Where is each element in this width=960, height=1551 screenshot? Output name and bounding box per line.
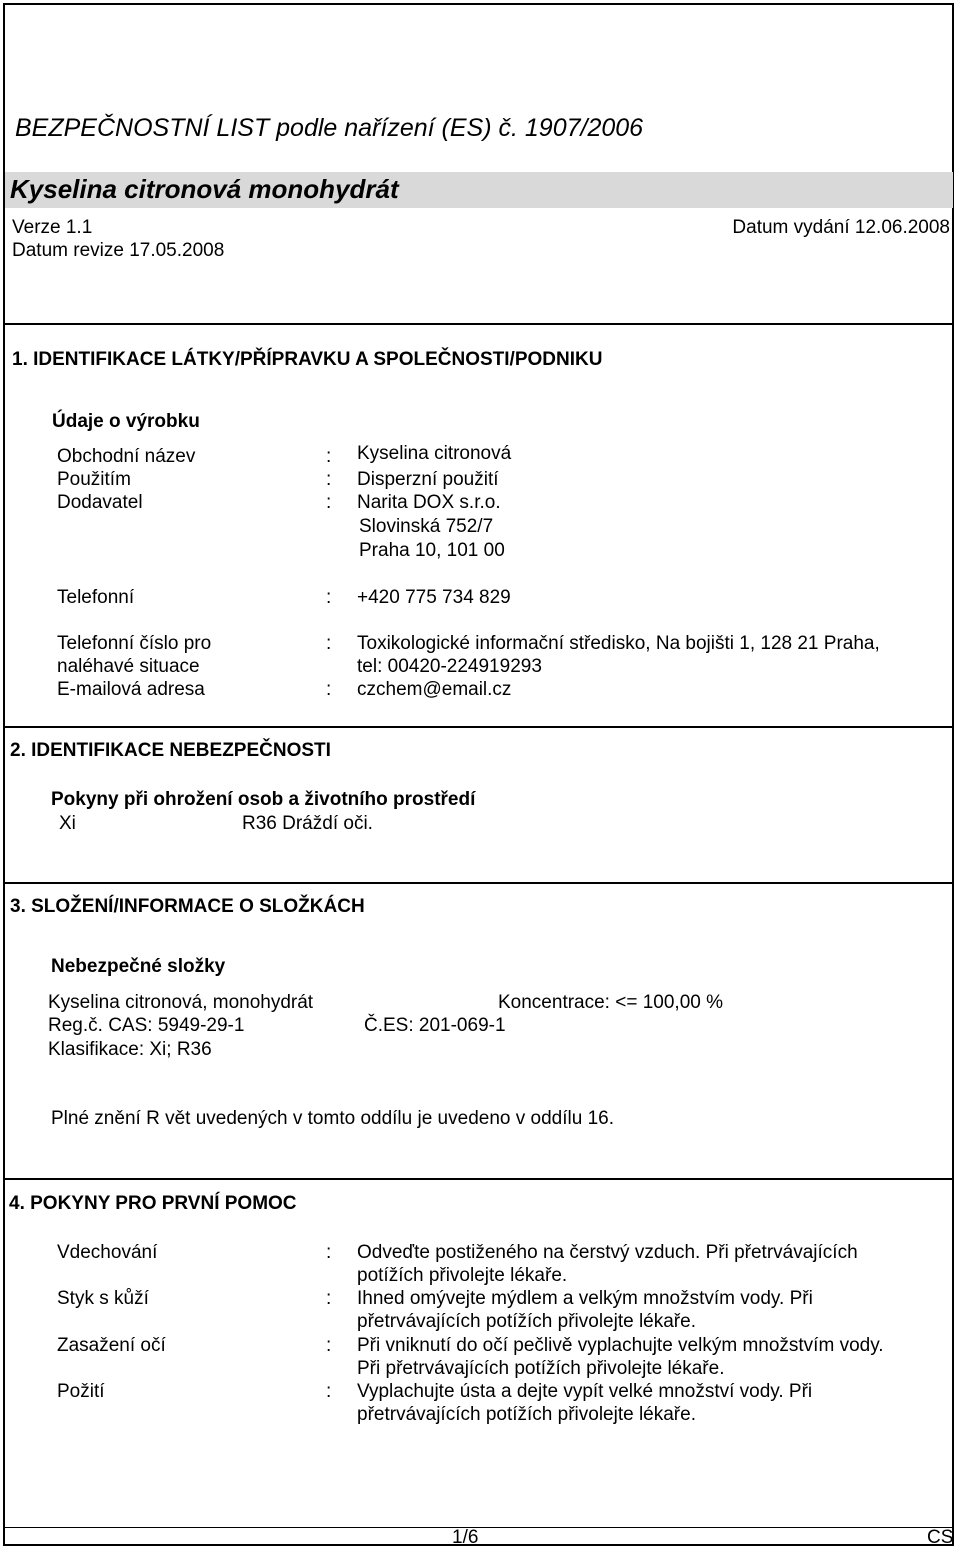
- section-3-title: 3. SLOŽENÍ/INFORMACE O SLOŽKÁCH: [10, 896, 365, 917]
- first-aid-label-ingestion: Požití: [57, 1381, 105, 1402]
- email-label: E-mailová adresa: [57, 679, 205, 700]
- issue-date: Datum vydání 12.06.2008: [732, 217, 950, 238]
- first-aid-text-line1: Při vniknutí do očí pečlivě vyplachujte velkým množstvím vody.: [357, 1335, 884, 1356]
- revision-date: Datum revize 17.05.2008: [12, 240, 225, 261]
- version: Verze 1.1: [12, 217, 93, 238]
- first-aid-text-line2: potížích přivolejte lékaře.: [357, 1265, 568, 1286]
- page-number: 1/6: [452, 1527, 479, 1548]
- colon: :: [326, 679, 332, 700]
- section-divider: [5, 882, 953, 884]
- trade-name-value: Kyselina citronová: [357, 443, 512, 464]
- supplier-city: Praha 10, 101 00: [359, 540, 505, 561]
- trade-name-label: Obchodní název: [57, 446, 196, 467]
- component-name: Kyselina citronová, monohydrát: [48, 992, 314, 1013]
- product-name: Kyselina citronová monohydrát: [10, 174, 399, 204]
- colon: :: [326, 492, 332, 513]
- es-number: Č.ES: 201-069-1: [364, 1015, 506, 1036]
- hazard-symbol: Xi: [59, 813, 76, 834]
- emergency-value-line1: Toxikologické informační středisko, Na bojišti 1, 128 21 Praha,: [357, 633, 880, 654]
- supplier-label: Dodavatel: [57, 492, 143, 513]
- section-2-title: 2. IDENTIFIKACE NEBEZPEČNOSTI: [10, 740, 331, 761]
- first-aid-text-line1: Vyplachujte ústa a dejte vypít velké množství vody. Při: [357, 1381, 813, 1402]
- risk-phrase: R36 Dráždí oči.: [242, 813, 373, 834]
- footer-divider: [5, 1527, 953, 1528]
- colon: :: [326, 1288, 332, 1309]
- use-label: Použitím: [57, 469, 131, 490]
- colon: :: [326, 633, 332, 654]
- first-aid-label-skin: Styk s kůží: [57, 1288, 149, 1309]
- use-value: Disperzní použití: [357, 469, 499, 490]
- section-1-title: 1. IDENTIFIKACE LÁTKY/PŘÍPRAVKU A SPOLEČNOSTI/PODNIKU: [12, 349, 603, 370]
- colon: :: [326, 1335, 332, 1356]
- product-info-subtitle: Údaje o výrobku: [52, 411, 200, 432]
- first-aid-text-line2: Při přetrvávajících potížích přivolejte lékaře.: [357, 1358, 725, 1379]
- first-aid-text-line2: přetrvávajících potížích přivolejte lékaře.: [357, 1404, 696, 1425]
- section-divider: [5, 726, 953, 728]
- cas-number: Reg.č. CAS: 5949-29-1: [48, 1015, 245, 1036]
- colon: :: [326, 1381, 332, 1402]
- first-aid-text-line1: Ihned omývejte mýdlem a velkým množstvím vody. Při: [357, 1288, 813, 1309]
- language-code: CS: [927, 1527, 954, 1548]
- supplier-street: Slovinská 752/7: [359, 516, 494, 537]
- colon: :: [326, 469, 332, 490]
- r-phrases-note: Plné znění R vět uvedených v tomto oddílu je uvedeno v oddílu 16.: [51, 1108, 614, 1129]
- emergency-label-line2: naléhavé situace: [57, 656, 200, 677]
- emergency-label-line1: Telefonní číslo pro: [57, 633, 212, 654]
- hazardous-components-subtitle: Nebezpečné složky: [51, 956, 226, 977]
- first-aid-text-line2: přetrvávajících potížích přivolejte lékaře.: [357, 1311, 696, 1332]
- section-divider: [5, 323, 953, 325]
- first-aid-text-line1: Odveďte postiženého na čerstvý vzduch. Při přetrvávajících: [357, 1242, 858, 1263]
- email-value: czchem@email.cz: [357, 679, 512, 700]
- colon: :: [326, 1242, 332, 1263]
- phone-value: +420 775 734 829: [357, 587, 511, 608]
- section-divider: [5, 1178, 953, 1180]
- emergency-value-line2: tel: 00420-224919293: [357, 656, 542, 677]
- document-title: BEZPEČNOSTNÍ LIST podle nařízení (ES) č. 1907/2006: [15, 114, 644, 142]
- first-aid-label-eyes: Zasažení očí: [57, 1335, 166, 1356]
- section-4-title: 4. POKYNY PRO PRVNÍ POMOC: [9, 1193, 297, 1214]
- hazard-instructions-subtitle: Pokyny při ohrožení osob a životního prostředí: [51, 789, 476, 810]
- supplier-name: Narita DOX s.r.o.: [357, 492, 501, 513]
- colon: :: [326, 446, 332, 467]
- classification: Klasifikace: Xi; R36: [48, 1039, 212, 1060]
- first-aid-label-inhalation: Vdechování: [57, 1242, 158, 1263]
- concentration: Koncentrace: <= 100,00 %: [498, 992, 723, 1013]
- colon: :: [326, 587, 332, 608]
- phone-label: Telefonní: [57, 587, 135, 608]
